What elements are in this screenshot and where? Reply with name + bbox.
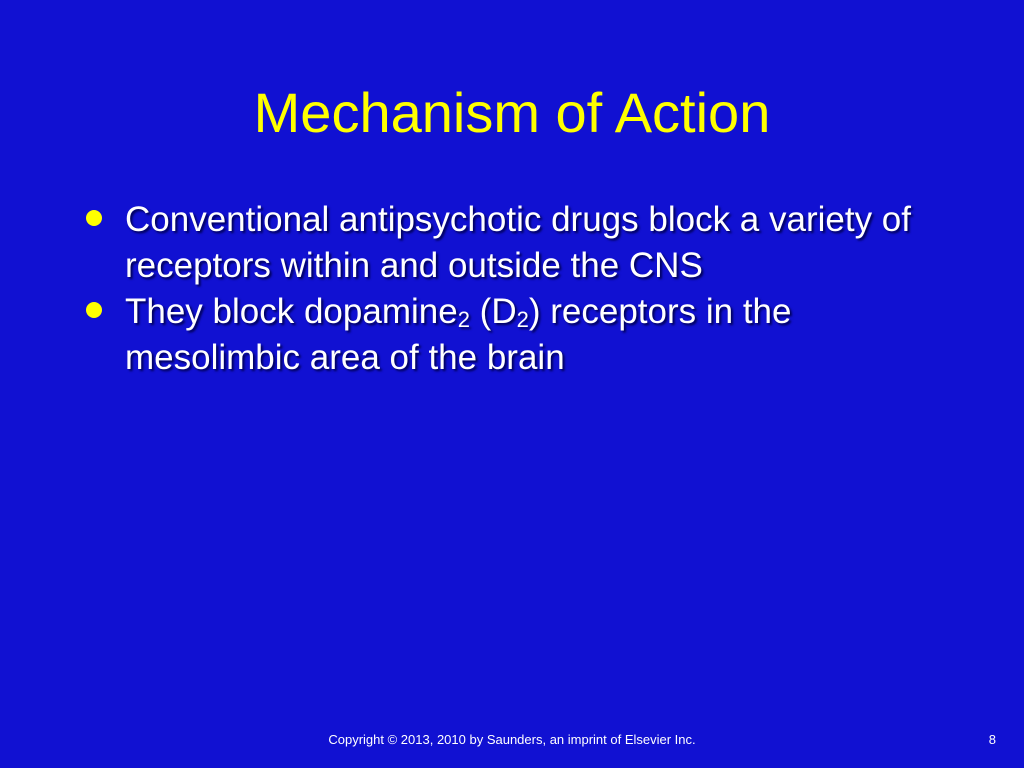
slide-title: Mechanism of Action xyxy=(253,81,771,144)
subscript: 2 xyxy=(457,307,470,332)
bullet-text-part: They block dopamine xyxy=(125,292,458,331)
bullet-dot-icon xyxy=(86,210,102,226)
page-number: 8 xyxy=(988,732,996,747)
bullet-text: Conventional antipsychotic drugs block a variety of receptors within and outside the CNS xyxy=(125,200,911,285)
bullet-text-part: ) receptors in the mesolimbic area of the brain xyxy=(125,292,792,377)
bullet-text-part: (D xyxy=(469,292,517,331)
bullet-list xyxy=(86,197,946,381)
bullet-item-1 xyxy=(86,197,946,289)
bullet-dot-icon xyxy=(86,302,102,318)
subscript: 2 xyxy=(516,307,529,332)
bullet-item-2 xyxy=(86,289,946,381)
footer-copyright: Copyright © 2013, 2010 by Saunders, an imprint of Elsevier Inc. xyxy=(328,732,696,747)
